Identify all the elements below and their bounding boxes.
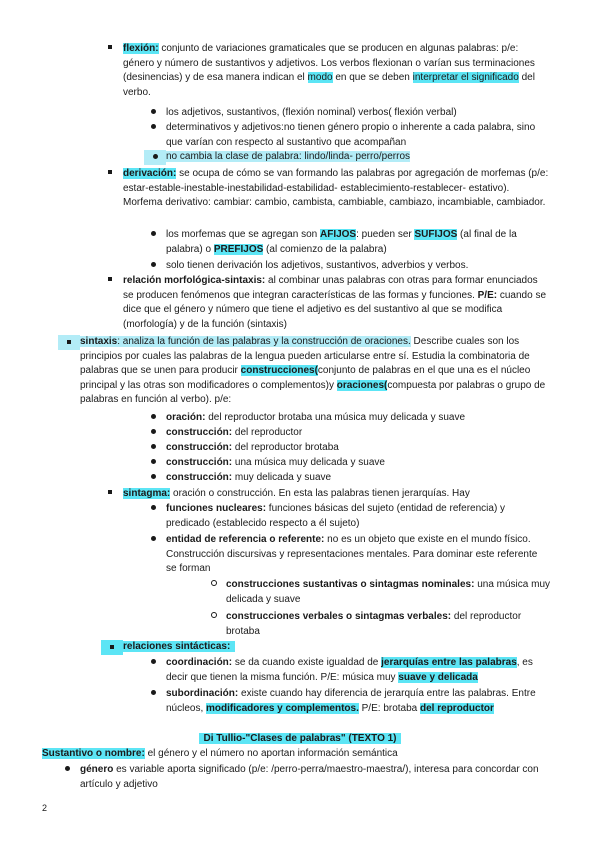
dot-bullet-icon — [151, 426, 156, 441]
dot-bullet-icon — [151, 533, 156, 548]
section-title: Di Tullio-"Clases de palabras" (TEXTO 1) — [0, 732, 600, 747]
dot-bullet-icon — [65, 763, 70, 778]
relaciones-sub-subordinacion: subordinación: existe cuando hay diferencia de jerarquía entre las palabras. Entre núcleos, modificadores y complementos. P/E: brotaba del reproductor — [166, 687, 550, 716]
sustantivo-term: Sustantivo o nombre: — [42, 748, 145, 759]
relacion-item: relación morfológica-sintaxis: al combinar unas palabras con otras para formar enunciados se producen fenómenos que integran características de las formas y funciones. P/E: cuando se dice que el género y número que tiene el adjetivo es del sustantivo al que se modifica (morfología) y de la función (sintaxis) — [123, 274, 550, 332]
derivacion-sub-2: solo tienen derivación los adjetivos, sustantivos, adverbios y verbos. — [166, 259, 550, 274]
sintaxis-item: sintaxis: analiza la función de las palabras y la construcción de oraciones. Describe cuales son los principios por cuales las palabras de la lengua pueden articularse entre sí. Estudia la combinatoria de palabras que se unen para producir construcciones(conjunto de palabras en el que una es el núcleo principal y las otras son modificadores o complementos)y oraciones(compuesta por palabras o grupo de palabras en función al verbo). p/e: — [80, 335, 550, 408]
derivacion-term: derivación: — [123, 168, 177, 179]
genero-item: género es variable aporta significado (p/e: /perro-perra/maestro-maestra/), interesa para concordar con artículo y adjetivo — [80, 763, 550, 792]
dot-bullet-icon — [144, 150, 166, 165]
dot-bullet-icon — [151, 228, 156, 243]
example-item: construcción: una música muy delicada y suave — [166, 456, 550, 471]
page-number: 2 — [42, 803, 48, 813]
relaciones-item — [123, 640, 235, 655]
derivacion-sub-1: los morfemas que se agregan son AFIJOS: pueden ser SUFIJOS (al final de la palabra) o PREFIJOS (al comienzo de la palabra) — [166, 228, 550, 257]
circle-bullet-icon — [211, 610, 217, 625]
highlight-interpretar: interpretar el significado — [412, 72, 519, 84]
dot-bullet-icon — [151, 656, 156, 671]
dot-bullet-icon — [151, 456, 156, 471]
dot-bullet-icon — [151, 121, 156, 136]
square-bullet-icon — [58, 335, 80, 350]
circle-bullet-icon — [211, 578, 217, 593]
example-item: construcción: del reproductor brotaba — [166, 441, 550, 456]
sustantivo-line: Sustantivo o nombre: el género y el número no aportan información semántica — [42, 748, 398, 759]
sintagma-sub-funciones: funciones nucleares: funciones básicas del sujeto (entidad de referencia) y predicado (establecido respecto a él sujeto) — [166, 502, 550, 531]
dot-bullet-icon — [151, 687, 156, 702]
highlight-modo: modo — [307, 72, 333, 84]
square-bullet-icon — [108, 167, 112, 182]
derivacion-item: derivación: se ocupa de cómo se van formando las palabras por agregación de morfemas (p/e: estar-estable-inestable-inestabilidad-estabilidad- establecimiento-restablecer- estativo). Morfema derivativo: cambiar: cambio, cambista, cambiable, cambiazo, incambiable, cambiador. — [123, 167, 550, 211]
square-bullet-icon — [108, 42, 112, 57]
flexion-term: flexión: — [123, 43, 159, 54]
example-item: construcción: muy delicada y suave — [166, 471, 550, 486]
sintagma-sub-entidad: entidad de referencia o referente: no es un objeto que existe en el mundo físico. Construcción discursivas y representaciones mentales. Para dominar este referente se forman — [166, 533, 550, 577]
example-item: oración: del reproductor brotaba una música muy delicada y suave — [166, 411, 550, 426]
dot-bullet-icon — [151, 502, 156, 517]
dot-bullet-icon — [151, 411, 156, 426]
dot-bullet-icon — [151, 106, 156, 121]
relaciones-sub-coordinacion: coordinación: se da cuando existe igualdad de jerarquías entre las palabras, es decir que tienen la misma función. P/E: música muy suave y delicada — [166, 656, 550, 685]
sintagma-sub-sustantivas: construcciones sustantivas o sintagmas nominales: una música muy delicada y suave — [226, 578, 550, 607]
flexion-item: flexión: conjunto de variaciones gramaticales que se producen en algunas palabras: p/e: género y número de sustantivos y adjetivos. Los verbos flexionan o varían sus terminaciones (desinencias) y de esa manera indican el modo en que se deben interpretar el significado del verbo. — [123, 42, 550, 100]
flexion-sub-2: determinativos y adjetivos:no tienen género propio o inherente a cada palabra, sino que varían con respecto al sustantivo que acompañan — [166, 121, 550, 150]
dot-bullet-icon — [151, 471, 156, 486]
flexion-sub-1: los adjetivos, sustantivos, (flexión nominal) verbos( flexión verbal) — [166, 106, 550, 121]
example-item: construcción: del reproductor — [166, 426, 550, 441]
relaciones-term: relaciones sintácticas: — [123, 641, 235, 652]
dot-bullet-icon — [151, 259, 156, 274]
sintagma-sub-verbales: construcciones verbales o sintagmas verbales: del reproductor brotaba — [226, 610, 550, 639]
dot-bullet-icon — [151, 441, 156, 456]
square-bullet-icon — [101, 640, 123, 655]
square-bullet-icon — [108, 487, 112, 502]
sintagma-term: sintagma: — [123, 488, 171, 499]
sintagma-item: sintagma: oración o construcción. En esta las palabras tienen jerarquías. Hay — [123, 487, 550, 502]
flexion-sub-3: no cambia la clase de palabra: lindo/linda- perro/perros — [166, 150, 410, 165]
sintaxis-term: sintaxis — [80, 336, 118, 347]
square-bullet-icon — [108, 274, 112, 289]
